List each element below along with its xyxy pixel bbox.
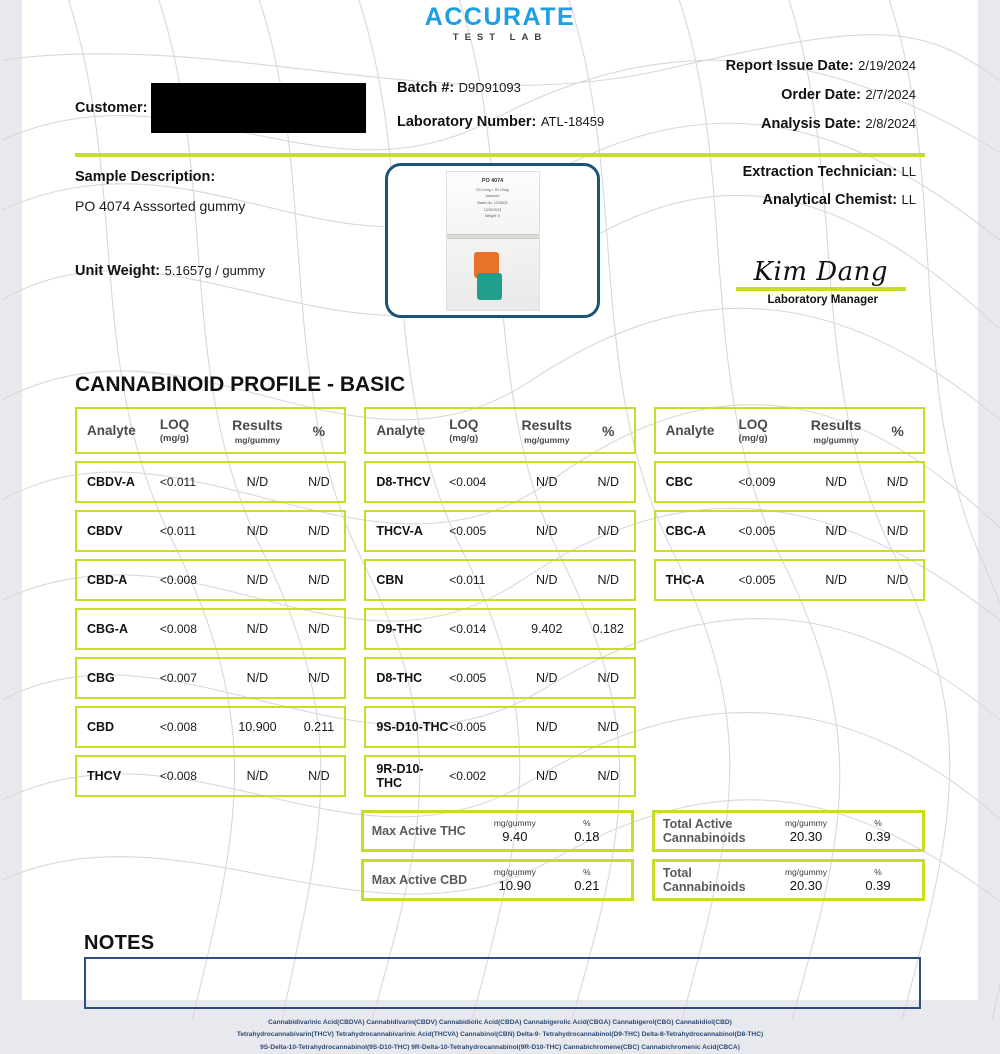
gummy-teal — [477, 273, 502, 300]
summary-mg-value: 20.30 — [789, 878, 823, 894]
summary-label: Max Active THC — [371, 824, 466, 839]
header-loq: LOQ (mg/g) — [159, 417, 190, 445]
analyte-percent: N/D — [597, 769, 619, 784]
analyte-table-column-3 — [654, 407, 925, 804]
batch-value: D9D91093 — [458, 80, 521, 96]
analyte-row — [75, 657, 346, 699]
analyte-table-header — [75, 407, 346, 454]
analyte-row — [364, 755, 635, 797]
summary-pct-column — [551, 818, 623, 844]
analyte-result: N/D — [535, 524, 558, 539]
bag-label-line3: Batch No. 1226003 — [477, 201, 508, 206]
analytical-chemist-label: Analytical Chemist: — [762, 192, 898, 209]
bag-label-line4: 12/29/2023 — [483, 207, 502, 212]
cannabinoid-tables — [75, 407, 925, 804]
summary-mg-unit: mg/gummy — [784, 818, 828, 829]
customer-label: Customer: — [75, 100, 148, 117]
analyte-name: CBN — [376, 573, 404, 588]
analyte-result: N/D — [246, 524, 269, 539]
summary-mg-value: 10.90 — [498, 878, 532, 894]
bag-seal — [447, 234, 539, 239]
summary-mg-column — [479, 867, 551, 893]
analysis-date-value: 2/8/2024 — [865, 116, 916, 132]
summary-pct-column — [551, 867, 623, 893]
analyte-loq: <0.002 — [449, 769, 487, 784]
analyte-loq: <0.011 — [449, 573, 486, 588]
analyte-loq: <0.005 — [738, 524, 776, 539]
summary-mg-column — [770, 867, 842, 893]
analyte-result: N/D — [825, 475, 847, 490]
summary-pct-value: 0.39 — [865, 878, 891, 894]
sample-description-label: Sample Description: — [75, 169, 216, 186]
header-loq: LOQ (mg/g) — [449, 417, 479, 445]
analyte-row — [75, 461, 346, 503]
bag-label-line2: Assorted — [485, 194, 500, 199]
analyte-name: CBD — [87, 720, 115, 735]
header-percent: % — [312, 422, 326, 439]
order-date-field — [726, 86, 916, 104]
analyte-loq: <0.005 — [449, 720, 487, 735]
analyte-name: D8-THCV — [376, 475, 431, 490]
summary-mg-column — [770, 818, 842, 844]
batch-field — [397, 79, 521, 97]
analyte-name: CBG-A — [87, 622, 128, 637]
summary-mg-unit: mg/gummy — [493, 818, 536, 829]
summary-pct-unit: % — [874, 818, 882, 829]
analyte-row — [364, 461, 635, 503]
analyte-loq: <0.005 — [738, 573, 776, 588]
analyte-row — [364, 559, 635, 601]
analyte-name: CBC-A — [665, 524, 706, 539]
extraction-technician-label: Extraction Technician: — [742, 164, 898, 181]
analyte-percent: N/D — [308, 769, 330, 784]
analyte-row — [364, 510, 635, 552]
summary-mg-unit: mg/gummy — [784, 867, 828, 878]
analyte-percent: N/D — [886, 475, 909, 490]
signature-section — [616, 163, 916, 306]
analytical-chemist-value: LL — [901, 192, 916, 208]
summary-mg-unit: mg/gummy — [493, 867, 536, 878]
analyte-percent: N/D — [886, 573, 909, 588]
analyte-name: THC-A — [665, 573, 705, 588]
analyte-row — [654, 510, 925, 552]
order-date-label: Order Date: — [781, 87, 861, 104]
analyte-row — [75, 510, 346, 552]
analyte-name: CBDV — [87, 524, 123, 539]
sample-photo — [385, 163, 600, 318]
analyte-loq: <0.011 — [159, 524, 197, 539]
analyte-loq: <0.005 — [449, 524, 487, 539]
summary-spacer — [75, 810, 343, 908]
summary-pct-unit: % — [874, 867, 882, 878]
analyte-loq: <0.014 — [449, 622, 487, 637]
header-results: Results mg/gummy — [521, 416, 573, 445]
report-page — [22, 0, 978, 1051]
analyte-result: N/D — [535, 573, 558, 588]
analyte-result: N/D — [535, 720, 558, 735]
analyte-result: 10.900 — [238, 720, 277, 735]
summary-pct-column — [842, 867, 914, 893]
analysis-date-label: Analysis Date: — [761, 116, 861, 133]
brand-tagline: TEST LAB — [452, 32, 548, 44]
summary-label: Total Active Cannabinoids — [662, 816, 746, 846]
report-issue-date-label: Report Issue Date: — [725, 58, 854, 75]
analyte-loq: <0.009 — [738, 475, 776, 490]
analyte-name: D9-THC — [376, 622, 423, 637]
sample-description-field — [75, 169, 245, 214]
analyte-name: 9S-D10-THC — [376, 720, 449, 735]
analyte-loq: <0.008 — [159, 720, 197, 735]
analyte-result: N/D — [246, 475, 269, 490]
analyte-loq: <0.008 — [159, 622, 197, 637]
signature-title: Laboratory Manager — [767, 294, 878, 307]
summary-label: Total Cannabinoids — [662, 865, 746, 895]
laboratory-number-field — [397, 113, 604, 131]
unit-weight-value: 5.1657g / gummy — [164, 263, 266, 279]
unit-weight-field — [75, 262, 265, 280]
analyte-row — [364, 706, 635, 748]
analyte-row — [75, 559, 346, 601]
analyte-name: CBD-A — [87, 573, 128, 588]
analyte-percent: N/D — [308, 475, 330, 490]
section-title: CANNABINOID PROFILE - BASIC — [75, 373, 406, 397]
laboratory-number-label: Laboratory Number: — [397, 114, 537, 131]
extraction-technician-value: LL — [901, 164, 916, 180]
analyte-percent: N/D — [597, 671, 619, 686]
summary-box — [652, 859, 925, 901]
summary-box — [361, 859, 634, 901]
analyte-result: N/D — [246, 622, 269, 637]
summary-pct-column — [842, 818, 914, 844]
analyte-name: CBC — [665, 475, 693, 490]
analyte-row — [75, 608, 346, 650]
bag-label-line1: D9 10mg + 9S 10mg — [476, 187, 509, 192]
analyte-percent: N/D — [886, 524, 909, 539]
analyte-result: N/D — [535, 475, 558, 490]
summary-mg-value: 20.30 — [789, 829, 823, 845]
analyte-result: N/D — [246, 671, 269, 686]
brand-logo — [22, 0, 978, 43]
summary-pct-value: 0.18 — [574, 829, 600, 845]
signature-underline — [736, 287, 906, 291]
brand-name: ACCURATE — [424, 3, 576, 31]
laboratory-number-value: ATL-18459 — [540, 114, 605, 130]
cannabinoid-legend — [22, 1017, 978, 1054]
analyte-percent: N/D — [308, 524, 330, 539]
analyte-loq: <0.004 — [449, 475, 487, 490]
analyte-table-column-2 — [364, 407, 635, 804]
analyte-loq: <0.007 — [159, 671, 197, 686]
header-analyte: Analyte — [376, 423, 426, 439]
bag-label — [454, 178, 532, 220]
analyte-percent: N/D — [308, 671, 330, 686]
analyte-result: N/D — [825, 573, 847, 588]
bag-label-title: PO 4074 — [481, 177, 504, 184]
analytical-chemist-field — [616, 191, 916, 209]
analyte-percent: N/D — [597, 475, 619, 490]
summary-box — [361, 810, 634, 852]
analyte-row — [654, 559, 925, 601]
summary-pct-unit: % — [583, 867, 591, 878]
analyte-loq: <0.008 — [159, 769, 197, 784]
header-analyte: Analyte — [87, 423, 136, 439]
notes-title: NOTES — [84, 932, 155, 955]
order-date-value: 2/7/2024 — [865, 87, 916, 103]
notes-input-area[interactable] — [84, 957, 921, 1009]
analyte-table-header — [364, 407, 635, 454]
analyte-percent: 0.182 — [592, 622, 624, 637]
analyte-name: CBG — [87, 671, 115, 686]
header-percent: % — [891, 422, 904, 439]
report-issue-date-field — [726, 57, 916, 75]
legend-line-2: Tetrahydrocannabivarin(THCV) Tetrahydrocannabivarinic Acid(THCVA) Cannabinol(CBN) Delta-9- Tetrahydrocannabinol(D9-THC) Delta-8-Tetrahydrocannabinol(D8-THC) — [236, 1031, 764, 1039]
summary-pct-unit: % — [583, 818, 591, 829]
header-percent: % — [602, 422, 615, 439]
analyte-percent: N/D — [308, 573, 330, 588]
analyte-result: N/D — [535, 769, 558, 784]
header-results: Results mg/gummy — [232, 416, 283, 445]
bag-label-line5: Weight: 5 — [485, 214, 500, 219]
analyte-name: THCV-A — [376, 524, 423, 539]
header-loq: LOQ (mg/g) — [738, 417, 768, 445]
analyte-table-header — [654, 407, 925, 454]
analyte-percent: N/D — [597, 720, 619, 735]
summary-pct-value: 0.39 — [865, 829, 891, 845]
legend-line-1: Cannabidivarinic Acid(CBDVA) Cannabidivarin(CBDV) Cannabidiolic Acid(CBDA) Cannabigerolic Acid(CBGA) Cannabigerol(CBG) Cannabidiol(CBD) — [268, 1019, 732, 1027]
analyte-row — [364, 608, 635, 650]
summary-label: Max Active CBD — [371, 873, 468, 888]
signature-name: Kim Dang — [753, 257, 888, 288]
report-issue-date-value: 2/19/2024 — [858, 58, 916, 74]
summary-mg-value: 9.40 — [502, 829, 528, 845]
analyte-percent: N/D — [597, 573, 619, 588]
analyte-row — [364, 657, 635, 699]
report-dates — [726, 57, 916, 144]
summary-box — [652, 810, 925, 852]
analyte-name: 9R-D10-THC — [376, 762, 424, 791]
analyte-percent: N/D — [308, 622, 330, 637]
legend-line-3: 9S-Delta-10-Tetrahydrocannabinol(9S-D10-THC) 9R-Delta-10-Tetrahydrocannabinol(9R-D10-THC) Cannabichromene(CBC) Cannabichromenic Acid(CBCA) — [260, 1043, 740, 1051]
analyte-table-column-1 — [75, 407, 346, 804]
unit-weight-label: Unit Weight: — [75, 263, 161, 280]
analyte-result: 9.402 — [531, 622, 563, 637]
extraction-technician-field — [616, 163, 916, 181]
header-results: Results mg/gummy — [810, 416, 862, 445]
analyte-percent: 0.211 — [303, 720, 335, 735]
summary-pct-value: 0.21 — [574, 878, 600, 894]
analyte-loq: <0.005 — [449, 671, 487, 686]
analyte-row — [75, 706, 346, 748]
analyte-result: N/D — [825, 524, 847, 539]
customer-field — [75, 83, 366, 133]
header-analyte: Analyte — [665, 423, 715, 439]
analyte-result: N/D — [246, 769, 269, 784]
summary-section — [75, 810, 925, 908]
summary-right-column — [652, 810, 925, 908]
analyte-row — [654, 461, 925, 503]
sample-section — [22, 157, 978, 367]
analyte-row — [75, 755, 346, 797]
summary-mg-column — [479, 818, 551, 844]
analyte-result: N/D — [535, 671, 558, 686]
analyte-name: THCV — [87, 769, 122, 784]
batch-label: Batch #: — [397, 80, 455, 97]
sample-description-value: PO 4074 Asssorted gummy — [75, 198, 246, 215]
analyte-name: CBDV-A — [87, 475, 135, 490]
analyte-loq: <0.011 — [159, 475, 197, 490]
analyte-percent: N/D — [597, 524, 619, 539]
summary-left-column — [361, 810, 634, 908]
analyte-loq: <0.008 — [159, 573, 197, 588]
report-header-info — [22, 57, 978, 149]
analysis-date-field — [726, 115, 916, 133]
analyte-result: N/D — [246, 573, 269, 588]
customer-redaction-box — [151, 83, 366, 133]
product-bag-image — [446, 171, 540, 311]
analyte-name: D8-THC — [376, 671, 423, 686]
